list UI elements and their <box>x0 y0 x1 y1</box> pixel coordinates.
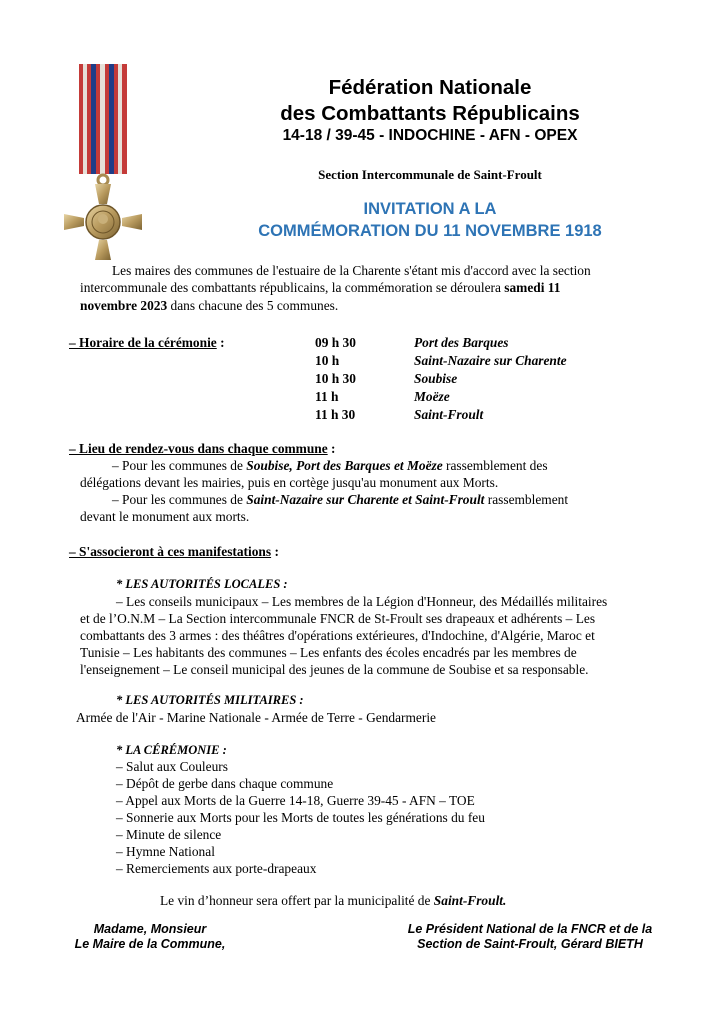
ceremony-title: * LA CÉRÉMONIE : <box>116 743 227 757</box>
associate-heading: – S'associeront à ces manifestations : <box>69 544 279 559</box>
closing-line: Le vin d’honneur sera offert par la municipalité de Saint-Froult. <box>160 893 507 908</box>
schedule-place: Moëze <box>414 389 450 404</box>
military-line: Armée de l'Air - Marine Nationale - Armée de Terre - Gendarmerie <box>76 710 437 725</box>
schedule-place: Soubise <box>414 371 458 386</box>
ceremony-item: – Hymne National <box>116 844 215 859</box>
schedule-time: 11 h <box>315 389 339 404</box>
rdv-line-2: délégations devant les mairies, puis en cortège jusqu'au monument aux Morts. <box>80 475 499 490</box>
ceremony-item: – Remerciements aux porte-drapeaux <box>116 861 317 876</box>
local-line: Tunisie – Les habitants des communes – Les enfants des écoles encadrés par les membres de <box>80 645 577 660</box>
schedule-place: Saint-Nazaire sur Charente <box>414 353 567 368</box>
local-authorities-title: * LES AUTORITÉS LOCALES : <box>116 577 288 591</box>
local-line: l'enseignement – Le conseil municipal des jeunes de la commune de Soubise et sa responsable. <box>80 662 589 677</box>
federation-subtitle: des Combattants Républicains <box>280 102 580 125</box>
ceremony-item: – Minute de silence <box>116 827 222 842</box>
signature-right-line-1: Le Président National de la FNCR et de la <box>407 922 653 936</box>
ceremony-item: – Dépôt de gerbe dans chaque commune <box>116 776 334 791</box>
conflicts-line: 14-18 / 39-45 - INDOCHINE - AFN - OPEX <box>282 127 578 144</box>
intro-line-2: intercommunale des combattants républicains, la commémoration se déroulera samedi 11 <box>80 280 561 295</box>
intro-line-1: Les maires des communes de l'estuaire de la Charente s'étant mis d'accord avec la section <box>112 263 591 278</box>
local-line: et de l’O.N.M – La Section intercommunale FNCR de St-Froult ses drapeaux et adhérents – Les <box>80 611 596 626</box>
military-authorities-title: * LES AUTORITÉS MILITAIRES : <box>116 693 304 707</box>
ceremony-item: – Salut aux Couleurs <box>116 759 228 774</box>
commemoration-title: COMMÉMORATION DU 11 NOVEMBRE 1918 <box>258 222 602 240</box>
rdv-line-3: – Pour les communes de Saint-Nazaire sur Charente et Saint-Froult rassemblement <box>112 492 569 507</box>
schedule-place: Saint-Froult <box>414 407 484 422</box>
schedule-heading: – Horaire de la cérémonie : <box>69 335 225 350</box>
schedule-time: 10 h <box>315 353 340 368</box>
signature-left <box>40 922 260 952</box>
local-line: combattants des 3 armes : des théâtres d'opérations extérieures, d'Indochine, d'Algérie, Maroc et <box>80 628 595 643</box>
invitation-title: INVITATION A LA <box>363 200 497 218</box>
ceremony-item: – Sonnerie aux Morts pour les Morts de toutes les générations du feu <box>116 810 485 825</box>
ceremony-item: – Appel aux Morts de la Guerre 14-18, Guerre 39-45 - AFN – TOE <box>116 793 475 808</box>
schedule-place: Port des Barques <box>414 335 509 350</box>
section-name: Section Intercommunale de Saint-Froult <box>318 167 542 182</box>
schedule-time: 09 h 30 <box>315 335 356 350</box>
signature-right-line-2: Section de Saint-Froult, Gérard BIETH <box>417 937 643 951</box>
rdv-line-1: – Pour les communes de Soubise, Port des Barques et Moëze rassemblement des <box>112 458 548 473</box>
federation-title: Fédération Nationale <box>328 76 532 99</box>
rdv-heading: – Lieu de rendez-vous dans chaque commune : <box>69 441 336 456</box>
rdv-line-4: devant le monument aux morts. <box>80 509 250 524</box>
signature-right <box>380 922 680 952</box>
schedule-time: 11 h 30 <box>315 407 356 422</box>
schedule-time: 10 h 30 <box>315 371 356 386</box>
medal-icon <box>62 64 144 264</box>
signature-left-line-1: Madame, Monsieur <box>93 922 207 936</box>
intro-line-3: novembre 2023 dans chacune des 5 communes. <box>80 298 339 313</box>
local-line: – Les conseils municipaux – Les membres de la Légion d'Honneur, des Médaillés militaires <box>116 594 608 609</box>
signature-left-line-2: Le Maire de la Commune, <box>74 937 226 951</box>
